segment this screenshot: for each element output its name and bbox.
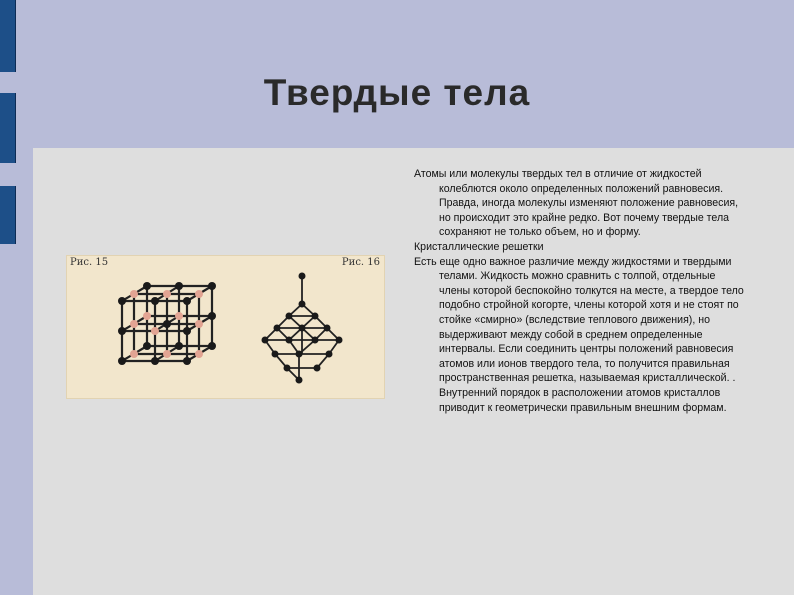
paragraph-lattice: Есть еще одно важное различие между жидкостями и твердыми телами. Жидкость можно сравнить с толпой, отдельные члены которой беспокойно толкутся на месте, а твердое тело подобно стройной когорте, члены которой хотя и не стоят по стойке «смирно» (вследствие теплового движения), но выдерживают между собой в среднем определенные интервалы. Если соединить центры положений равновесия атомов или ионов твердого тела, то получится правильная пространственная решетка, называемая кристаллической. . Внутренний порядок в расположении атомов кристаллов приводит к геометрически правильным внешним формам. xyxy=(414,255,744,414)
figure-caption-15: Рис. 15 xyxy=(70,257,109,268)
accent-bar-bottom xyxy=(0,186,16,244)
cubic-lattice-atoms xyxy=(118,282,216,365)
crystal-lattice-figure xyxy=(66,255,385,399)
section-heading: Кристаллические решетки xyxy=(414,240,544,253)
slide-title: Твердые тела xyxy=(263,72,531,113)
accent-bar-top xyxy=(0,0,16,72)
lattice-illustration xyxy=(67,256,384,398)
paragraph-atoms: Атомы или молекулы твердых тел в отличие от жидкостей колеблются около определенных положений равновесия. Правда, иногда молекулы изменяют положение равновесия, но происходит это крайне редко. Вот почему твердые тела сохраняют не только объем, но и форму. xyxy=(414,168,739,239)
body-text xyxy=(414,167,744,415)
figure-caption-16: Рис. 16 xyxy=(341,257,380,268)
